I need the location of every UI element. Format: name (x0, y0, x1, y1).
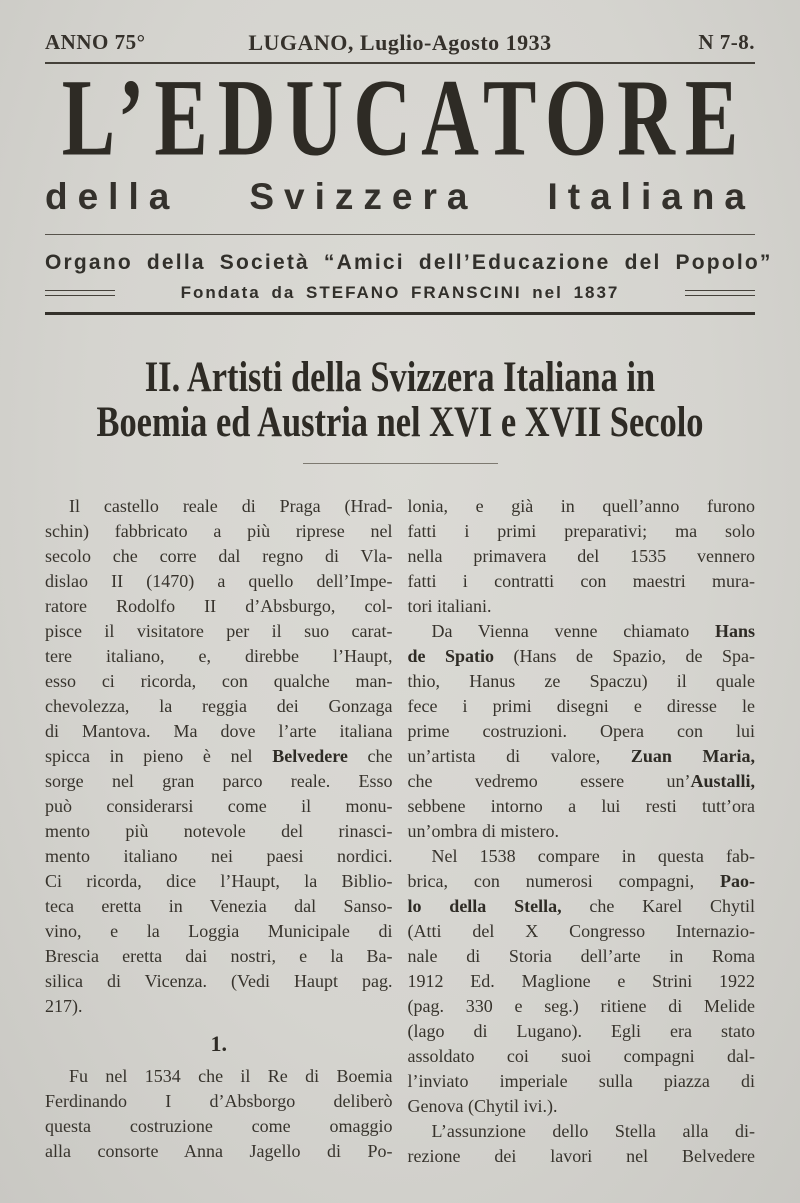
body-line: un’artista di valore, Zuan Maria, (407, 746, 755, 766)
body-line: spicca in pieno è nel Belvedere che (45, 746, 393, 766)
paragraph (408, 844, 756, 1119)
body-line: de Spatio (Hans de Spazio, de Spa- (407, 646, 755, 666)
masthead-rule-thin (45, 234, 755, 235)
body-line: schin) fabbricato a più riprese nel (45, 521, 393, 541)
body-line: nale di Storia dell’arte in Roma (407, 946, 755, 966)
body-line: prime costruzioni. Opera con lui (407, 721, 755, 741)
body-line: l’inviato imperiale sulla piazza di (407, 1071, 755, 1091)
article (45, 355, 755, 1169)
founded-rule-right (685, 290, 755, 296)
body-line: brica, con numerosi compagni, Pao- (407, 871, 755, 891)
body-line: fece i primi disegni e diresse le (407, 696, 755, 716)
body-line: fatti i primi preparativi; ma solo (407, 521, 755, 541)
body-line: di Mantova. Ma dove l’arte italiana (45, 721, 393, 741)
body-line: assoldato coi suoi compagni dal- (407, 1046, 755, 1066)
body-line: chevolezza, la reggia dei Gonzaga (45, 696, 393, 716)
body-line: lonia, e già in quell’anno furono (407, 496, 755, 516)
body-line: Da Vienna venne chiamato Hans (431, 621, 755, 641)
paragraph (408, 1119, 756, 1169)
body-line: pisce il visitatore per il suo carat- (45, 621, 393, 641)
paragraph (408, 619, 756, 844)
body-line: Il castello reale di Praga (Hrad- (69, 496, 393, 516)
subtitle-word: Svizzera (249, 176, 478, 217)
paragraph (45, 494, 393, 1019)
body-line: fatti i contratti con maestri mura- (407, 571, 755, 591)
place-date-label: LUGANO, Luglio-Agosto 1933 (248, 30, 552, 55)
body-line: esso ci ricorda, con qualche man- (45, 671, 393, 691)
body-line: silica di Vicenza. (Vedi Haupt pag. (45, 971, 393, 991)
masthead (45, 30, 773, 315)
body-line: sorge nel gran parco reale. Esso (45, 771, 393, 791)
journal-subtitle (45, 178, 755, 216)
body-line: tori italiani. (407, 596, 492, 616)
body-line: rezione dei lavori nel Belvedere (407, 1146, 755, 1166)
body-line: può considerarsi come il monu- (45, 796, 393, 816)
body-line: Nel 1538 compare in questa fab- (431, 846, 755, 866)
body-line: (pag. 330 e seg.) ritiene di Melide (407, 996, 755, 1016)
heading-divider (303, 463, 498, 464)
anno-label: ANNO 75° (45, 30, 146, 54)
subtitle-word: della (45, 176, 180, 217)
body-line: 217). (45, 996, 83, 1016)
body-line: tere italiano, e, direbbe l’Haupt, (45, 646, 393, 666)
article-heading-line-1: II. Artisti della Svizzera Italiana in (144, 353, 656, 402)
body-line: 1912 Ed. Maglione e Strini 1922 (407, 971, 755, 991)
masthead-rule-thick (45, 312, 755, 315)
body-line: che vedremo essere un’Austalli, (407, 771, 755, 791)
body-line: alla consorte Anna Jagello di Po- (45, 1141, 393, 1161)
body-line: Brescia eretta dai nostri, e la Ba- (45, 946, 393, 966)
article-column-right (408, 494, 756, 1169)
body-line: thio, Hanus ze Spaczu) il quale (407, 671, 755, 691)
article-heading-line-2: Boemia ed Austria nel XVI e XVII Secolo (96, 398, 704, 447)
body-line: vino, e la Loggia Municipale di (45, 921, 393, 941)
body-line: L’assunzione dello Stella alla di- (431, 1121, 755, 1141)
body-line: Ferdinando I d’Absborgo deliberò (45, 1091, 393, 1111)
body-line: Genova (Chytil ivi.). (407, 1096, 558, 1116)
subtitle-word: Italiana (547, 176, 755, 217)
issue-number-label: N 7-8. (698, 30, 755, 54)
body-line: teca eretta in Venezia dal Sanso- (45, 896, 393, 916)
body-line: (Atti del X Congresso Internazio- (407, 921, 755, 941)
body-line: lo della Stella, che Karel Chytil (407, 896, 756, 916)
founded-rule-left (45, 290, 115, 296)
founded-label: Fondata da STEFANO FRANSCINI nel 1837 (180, 283, 620, 302)
body-line: mento più notevole del rinasci- (45, 821, 393, 841)
paragraph (408, 494, 756, 619)
journal-title: L’EDUCATORE (61, 57, 749, 180)
body-line: mento italiano nei paesi nordici. (45, 846, 393, 866)
section-heading: 1. (210, 1031, 227, 1056)
body-line: Fu nel 1534 che il Re di Boemia (69, 1066, 393, 1086)
body-line: Ci ricorda, dice l’Haupt, la Biblio- (45, 871, 393, 891)
article-column-left (45, 494, 393, 1169)
body-line: (lago di Lugano). Egli era stato (407, 1021, 755, 1041)
body-line: nella primavera del 1535 vennero (407, 546, 755, 566)
issue-row (45, 30, 755, 54)
body-line: dislao II (1470) a quello dell’Impe- (45, 571, 393, 591)
body-line: sebbene intorno a lui resti tutt’ora (407, 796, 755, 816)
body-line: secolo che corre dal regno di Vla- (45, 546, 393, 566)
body-line: ratore Rodolfo II d’Absburgo, col- (45, 596, 393, 616)
article-body-columns (45, 494, 755, 1169)
body-line: questa costruzione come omaggio (45, 1116, 393, 1136)
article-heading (45, 355, 755, 445)
organ-line: Organo della Società “Amici dell’Educazione del Popolo” (45, 251, 773, 274)
founded-row (45, 284, 755, 302)
body-line: un’ombra di mistero. (407, 821, 559, 841)
paragraph (45, 1064, 393, 1164)
